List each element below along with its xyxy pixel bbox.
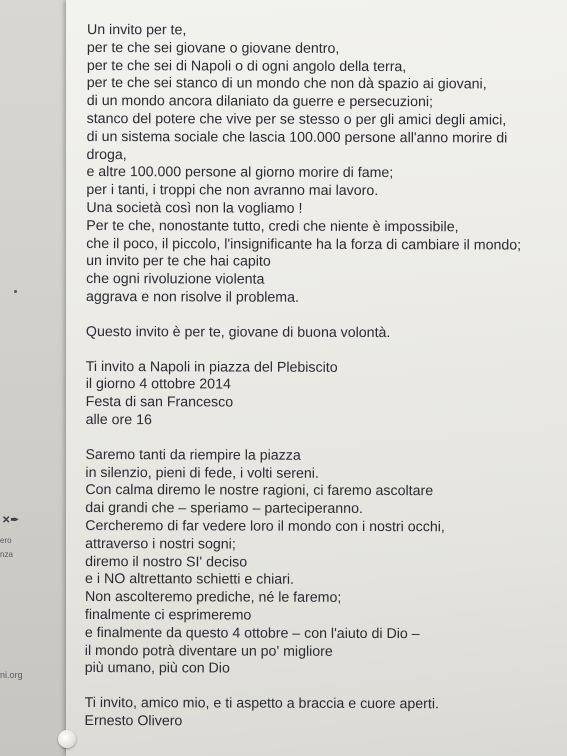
paragraph-gap [85,678,555,697]
underlying-fragment: ero [0,536,12,545]
ink-dot [14,290,17,293]
letter-line: che ogni rivoluzione violenta [86,271,265,288]
letter-line: di un sistema sociale che lascia 100.000 persone all'anno morire di [86,128,508,147]
letter-line: che il poco, il piccolo, l'insignificante ha la forza di cambiare il mondo; [86,235,522,254]
letter-line: un invito per te che hai capito [86,253,271,271]
letter-line: Ti invito a Napoli in piazza del Plebiscito [85,358,338,376]
letter-line: Cercheremo di far vedere loro il mondo con i nostri occhi, [85,517,445,536]
letter-line: Non ascolteremo prediche, né le faremo; [84,589,342,607]
letter-line: Ti invito, amico mio, e ti aspetto a braccia e cuore aperti. [84,695,439,713]
letter-line: Con calma diremo le nostre ragioni, ci faremo ascoltare [85,482,434,500]
paragraph-gap [86,430,556,449]
letter-line: di un mondo ancora dilaniato da guerre e persecuzioni; [86,93,433,111]
letter-line: Ernesto Olivero [84,712,183,730]
letter-line: stanco del potere che vive per se stesso o per gli amici degli amici, [86,110,507,129]
letter-line: il mondo potrà diventare un po' migliore [84,642,333,660]
push-pin [58,730,76,748]
letter-line: e finalmente da questo 4 ottobre – con l'aiuto di Dio – [84,624,420,642]
letter-line: per te che sei di Napoli o di ogni angolo della terra, [86,57,407,75]
letter-line: Festa di san Francesco [85,394,234,411]
letter-line: Un invito per te, [86,22,187,39]
letter-line: e i NO altrettanto schietti e chiari. [85,571,295,589]
underlying-fragment: ni.org [0,670,23,680]
letter-line: e altre 100.000 persone al giorno morire di fame; [86,164,394,182]
letter-line: finalmente ci esprimeremo [84,606,252,624]
letter-line: droga, [86,146,127,163]
letter-line: più umano, più con Dio [84,660,230,677]
letter-line: per te che sei stanco di un mondo che non dà spazio ai giovani, [86,75,487,93]
paragraph-gap [86,342,556,361]
letter-line: diremo il nostro SI' deciso [85,553,248,571]
underlying-fragment: nza [0,550,13,559]
letter-line: Una società così non la vogliamo ! [86,199,303,217]
letter-line: per i tanti, i troppi che non avranno mai lavoro. [86,182,379,200]
letter-line: dai grandi che – speriamo – parteciperanno. [85,500,363,518]
letter-line: Per te che, nonostante tutto, credi che niente è impossibile, [86,217,459,236]
letter-line: aggrava e non risolve il problema. [86,288,300,306]
letter-line: alle ore 16 [85,411,152,429]
underlying-sheet [0,0,73,756]
letter-line: attraverso i nostri sogni; [85,535,236,553]
letter-line: in silenzio, pieni di fede, i volti sereni. [85,464,319,482]
letter-line: il giorno 4 ottobre 2014 [85,376,231,393]
underlying-mark: ✕✒ [2,515,19,526]
letter-line: per te che sei giovane o giovane dentro, [86,39,340,57]
letter-line: Questo invito è per te, giovane di buona volontà. [85,323,391,341]
invitation-letter [85,22,557,732]
paragraph-gap [86,307,556,326]
letter-line: Saremo tanti da riempire la piazza [85,446,301,464]
